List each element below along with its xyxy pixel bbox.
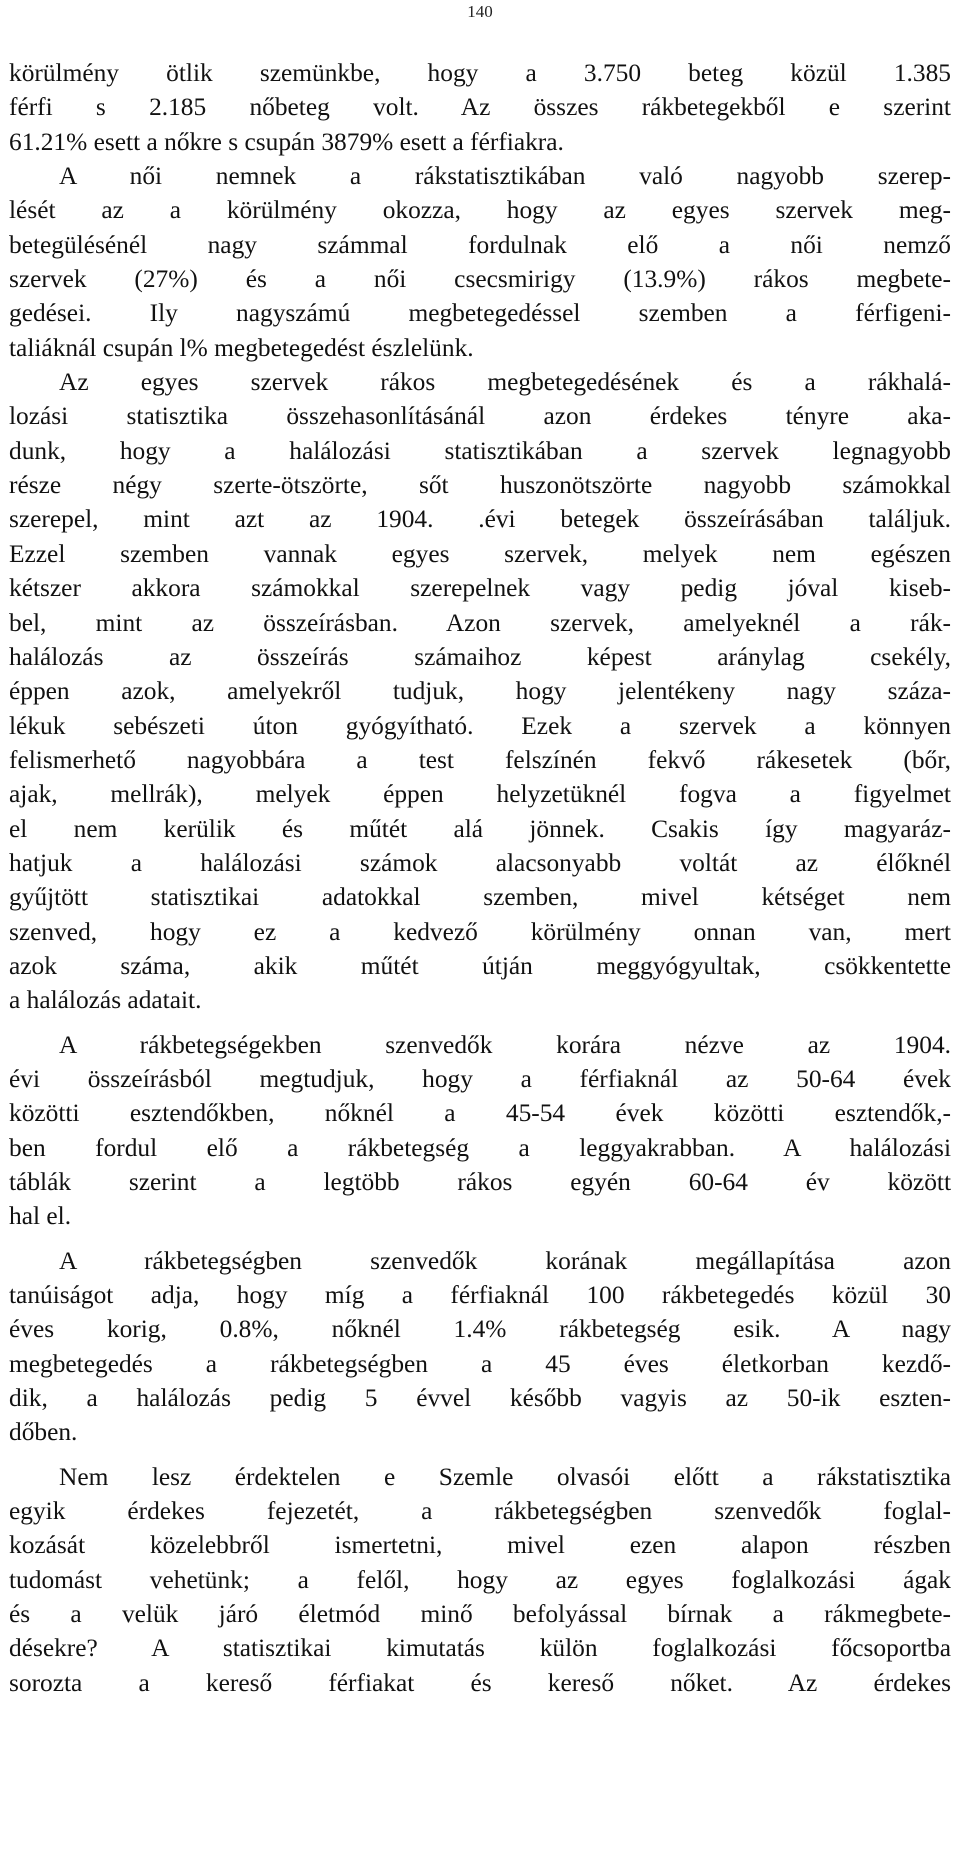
text-line: hatjuk a halálozási számok alacsonyabb voltát az élőknél — [9, 848, 951, 877]
text-line: A női nemnek a rákstatisztikában való nagyobb szerep- — [59, 162, 951, 191]
text-line: ben fordul elő a rákbetegség a leggyakrabban. A halálozási — [9, 1133, 951, 1162]
text-line: megbetegedés a rákbetegségben a 45 éves életkorban kezdő- — [9, 1349, 951, 1378]
text-line: szervek (27%) és a női csecsmirigy (13.9%) rákos megbete- — [9, 265, 951, 294]
text-line: táblák szerint a legtöbb rákos egyén 60-64 év között — [9, 1168, 951, 1196]
text-line: lékuk sebészeti úton gyógyítható. Ezek a szervek a könnyen — [9, 711, 951, 740]
page-number: 140 — [467, 2, 493, 21]
paragraph-gap — [9, 1234, 951, 1244]
text-line: Ezzel szemben vannak egyes szervek, melyek nem egészen — [9, 539, 951, 568]
text-line: része négy szerte-ötszörte, sőt huszonötszörte nagyobb számokkal — [9, 471, 951, 500]
text-line: A rákbetegségben szenvedők korának megállapítása azon — [59, 1246, 951, 1275]
text-line: évi összeírásból megtudjuk, hogy a férfiaknál az 50-64 évek — [9, 1064, 951, 1093]
text-line: betegülésénél nagy számmal fordulnak elő a női nemző — [9, 230, 951, 259]
text-line: tanúiságot adja, hogy míg a férfiaknál 100 rákbetegedés közül 30 — [9, 1281, 951, 1310]
text-line: azok száma, akik műtét útján meggyógyultak, csökkentette — [9, 951, 951, 980]
text-line: szenved, hogy ez a kedvező körülmény onnan van, mert — [9, 917, 951, 946]
text-line: kétszer akkora számokkal szerepelnek vagy pedig jóval kiseb- — [9, 574, 951, 603]
body-text — [9, 56, 951, 1700]
text-line: gyűjtött statisztikai adatokkal szemben, mivel kétséget nem — [9, 883, 951, 912]
text-line: dik, a halálozás pedig 5 évvel később vagyis az 50-ik eszten- — [9, 1384, 951, 1413]
text-line: közötti esztendőkben, nőknél a 45-54 évek közötti esztendők,- — [9, 1099, 951, 1128]
text-line: dunk, hogy a halálozási statisztikában a szervek legnagyobb — [9, 436, 951, 465]
paragraph-gap — [9, 1450, 951, 1460]
text-line: bel, mint az összeírásban. Azon szervek, amelyeknél a rák- — [9, 608, 951, 637]
text-line: ajak, mellrák), melyek éppen helyzetüknél fogva a figyelmet — [9, 780, 951, 809]
text-line: éves korig, 0.8%, nőknél 1.4% rákbetegség esik. A nagy — [9, 1315, 951, 1344]
text-line: férfi s 2.185 nőbeteg volt. Az összes rákbetegekből e szerint — [9, 93, 951, 122]
text-line: felismerhető nagyobbára a test felszínén fekvő rákesetek (bőr, — [9, 745, 951, 774]
text-line: Nem lesz érdektelen e Szemle olvasói előtt a rákstatisztika — [59, 1462, 951, 1491]
text-line: taliáknál csupán l% megbetegedést észlelünk. — [9, 333, 474, 362]
text-line: lozási statisztika összehasonlításánál azon érdekes tényre aka- — [9, 402, 951, 431]
text-line: désekre? A statisztikai kimutatás külön foglalkozási főcsoportba — [9, 1634, 951, 1663]
text-line: szerepel, mint azt az 1904. .évi betegek összeírásában találjuk. — [9, 505, 951, 534]
paragraph-gap — [9, 1018, 951, 1028]
text-line: A rákbetegségekben szenvedők korára nézve az 1904. — [59, 1030, 951, 1059]
text-line: 61.21% esett a nőkre s csupán 3879% esett a férfiakra. — [9, 127, 564, 156]
text-line: sorozta a kereső férfiakat és kereső nőket. Az érdekes — [9, 1668, 951, 1697]
text-line: és a velük járó életmód minő befolyással bírnak a rákmegbete- — [9, 1600, 951, 1629]
text-line: lését az a körülmény okozza, hogy az egyes szervek meg- — [9, 196, 951, 225]
text-line: kozását közelebbről ismertetni, mivel ezen alapon részben — [9, 1531, 951, 1560]
text-line: hal el. — [9, 1202, 72, 1231]
text-line: Az egyes szervek rákos megbetegedésének és a rákhalá- — [59, 368, 951, 397]
text-line: egyik érdekes fejezetét, a rákbetegségben szenvedők foglal- — [9, 1497, 951, 1526]
text-line: gedései. Ily nagyszámú megbetegedéssel szemben a férfigeni- — [9, 299, 951, 328]
text-line: halálozás az összeírás számaihoz képest aránylag csekély, — [9, 642, 951, 671]
text-line: tudomást vehetünk; a felől, hogy az egyes foglalkozási ágak — [9, 1565, 951, 1594]
text-line: el nem kerülik és műtét alá jönnek. Csakis így magyaráz- — [9, 814, 951, 843]
text-line: a halálozás adatait. — [9, 986, 202, 1015]
text-line: körülmény ötlik szemünkbe, hogy a 3.750 beteg közül 1.385 — [9, 59, 951, 87]
text-line: dőben. — [9, 1418, 78, 1447]
text-line: éppen azok, amelyekről tudjuk, hogy jelentékeny nagy száza- — [9, 677, 951, 706]
